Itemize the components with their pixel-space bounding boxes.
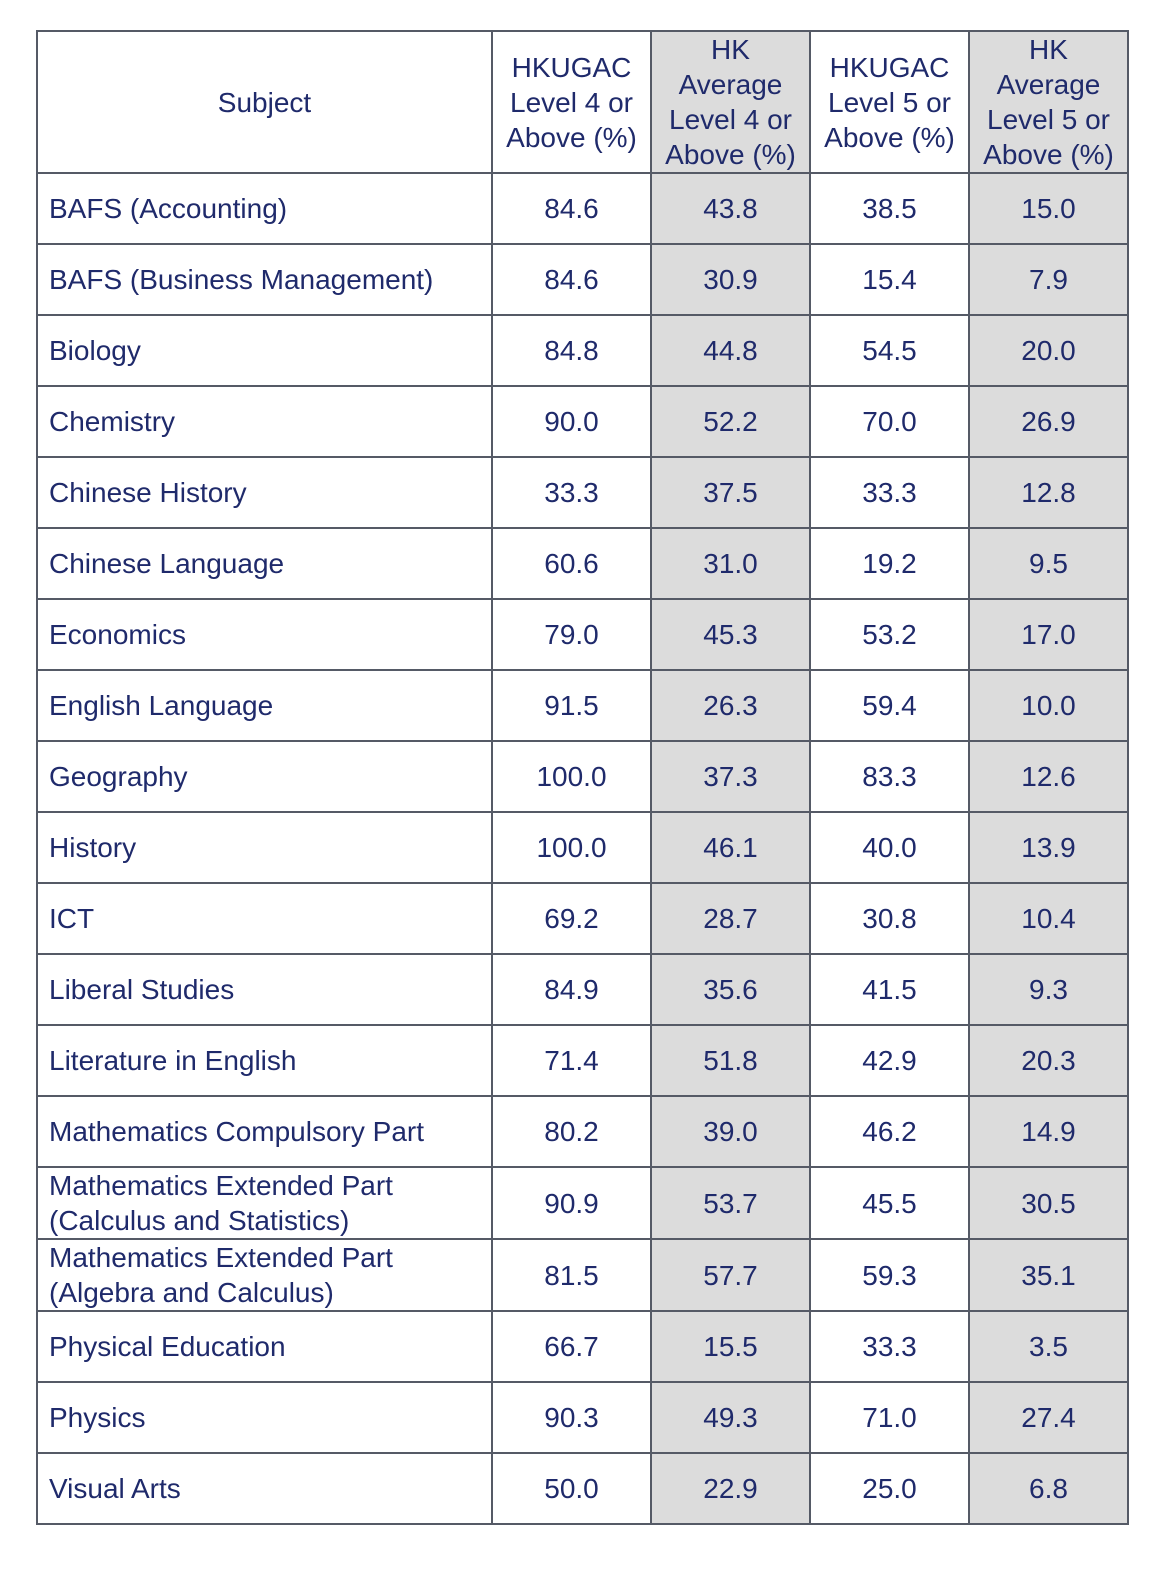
- hk-average-level5-cell: 12.8: [969, 457, 1128, 528]
- hkugac-level5-cell: 25.0: [810, 1453, 969, 1524]
- table-row: [37, 1167, 1128, 1239]
- hk-average-level5-cell: 9.5: [969, 528, 1128, 599]
- hkugac-level4-cell: 60.6: [492, 528, 651, 599]
- hk-average-level5-cell: 7.9: [969, 244, 1128, 315]
- hk-average-level4-cell: 37.3: [651, 741, 810, 812]
- hk-average-level4-cell: 46.1: [651, 812, 810, 883]
- hkugac-level4-cell: 33.3: [492, 457, 651, 528]
- hkugac-level4-cell: 84.6: [492, 173, 651, 244]
- hkugac-level5-cell: 33.3: [810, 1311, 969, 1382]
- table-row: [37, 173, 1128, 244]
- subject-cell: Geography: [37, 741, 492, 812]
- hk-average-level4-cell: 22.9: [651, 1453, 810, 1524]
- table-row: [37, 670, 1128, 741]
- table-row: [37, 1382, 1128, 1453]
- hk-average-level4-cell: 43.8: [651, 173, 810, 244]
- hkugac-level4-cell: 50.0: [492, 1453, 651, 1524]
- subject-cell: Chinese History: [37, 457, 492, 528]
- hk-average-level4-cell: 30.9: [651, 244, 810, 315]
- hk-average-level4-cell: 31.0: [651, 528, 810, 599]
- hkugac-level4-cell: 84.6: [492, 244, 651, 315]
- subject-cell: Visual Arts: [37, 1453, 492, 1524]
- table-row: [37, 954, 1128, 1025]
- hkugac-level5-cell: 71.0: [810, 1382, 969, 1453]
- hk-average-level5-cell: 9.3: [969, 954, 1128, 1025]
- subject-cell: Chinese Language: [37, 528, 492, 599]
- table-row: [37, 599, 1128, 670]
- hk-average-level4-cell: 44.8: [651, 315, 810, 386]
- hkugac-level5-cell: 38.5: [810, 173, 969, 244]
- hkugac-level5-cell: 15.4: [810, 244, 969, 315]
- table-body: [37, 173, 1128, 1524]
- subject-cell: BAFS (Accounting): [37, 173, 492, 244]
- hk-average-level4-cell: 57.7: [651, 1239, 810, 1311]
- hk-average-level4-cell: 45.3: [651, 599, 810, 670]
- hk-average-level4-cell: 26.3: [651, 670, 810, 741]
- table-row: [37, 883, 1128, 954]
- hkugac-level5-cell: 42.9: [810, 1025, 969, 1096]
- header-subject: Subject: [37, 31, 492, 173]
- table-row: [37, 457, 1128, 528]
- hk-average-level5-cell: 14.9: [969, 1096, 1128, 1167]
- hk-average-level4-cell: 51.8: [651, 1025, 810, 1096]
- hkugac-level5-cell: 53.2: [810, 599, 969, 670]
- hkugac-level5-cell: 83.3: [810, 741, 969, 812]
- hkugac-level5-cell: 46.2: [810, 1096, 969, 1167]
- hk-average-level5-cell: 26.9: [969, 386, 1128, 457]
- hkugac-level4-cell: 90.9: [492, 1167, 651, 1239]
- hkugac-level5-cell: 19.2: [810, 528, 969, 599]
- hkugac-level5-cell: 54.5: [810, 315, 969, 386]
- hkugac-level5-cell: 70.0: [810, 386, 969, 457]
- hkugac-level4-cell: 90.3: [492, 1382, 651, 1453]
- hkugac-level4-cell: 81.5: [492, 1239, 651, 1311]
- hk-average-level4-cell: 28.7: [651, 883, 810, 954]
- hk-average-level4-cell: 37.5: [651, 457, 810, 528]
- hkugac-level4-cell: 80.2: [492, 1096, 651, 1167]
- subject-cell: Literature in English: [37, 1025, 492, 1096]
- table-row: [37, 812, 1128, 883]
- table-row: [37, 386, 1128, 457]
- subject-cell: BAFS (Business Management): [37, 244, 492, 315]
- hkugac-level4-cell: 100.0: [492, 812, 651, 883]
- hkugac-level5-cell: 33.3: [810, 457, 969, 528]
- hk-average-level5-cell: 35.1: [969, 1239, 1128, 1311]
- hkugac-level4-cell: 91.5: [492, 670, 651, 741]
- subject-cell: English Language: [37, 670, 492, 741]
- header-hkugac-level4: HKUGAC Level 4 or Above (%): [492, 31, 651, 173]
- hk-average-level5-cell: 10.0: [969, 670, 1128, 741]
- table-row: [37, 1025, 1128, 1096]
- hk-average-level4-cell: 53.7: [651, 1167, 810, 1239]
- hk-average-level5-cell: 10.4: [969, 883, 1128, 954]
- hk-average-level5-cell: 6.8: [969, 1453, 1128, 1524]
- hkugac-level4-cell: 79.0: [492, 599, 651, 670]
- hk-average-level4-cell: 39.0: [651, 1096, 810, 1167]
- table-row: [37, 1453, 1128, 1524]
- hk-average-level4-cell: 35.6: [651, 954, 810, 1025]
- subject-cell: Chemistry: [37, 386, 492, 457]
- hkugac-level4-cell: 69.2: [492, 883, 651, 954]
- hkugac-level5-cell: 41.5: [810, 954, 969, 1025]
- hkugac-level5-cell: 40.0: [810, 812, 969, 883]
- header-hk-average-level5: HK Average Level 5 or Above (%): [969, 31, 1128, 173]
- table-row: [37, 528, 1128, 599]
- header-hk-average-level4: HK Average Level 4 or Above (%): [651, 31, 810, 173]
- subject-cell: History: [37, 812, 492, 883]
- hkugac-level4-cell: 71.4: [492, 1025, 651, 1096]
- table-row: [37, 1239, 1128, 1311]
- table-row: [37, 244, 1128, 315]
- table-row: [37, 315, 1128, 386]
- hkugac-level5-cell: 59.4: [810, 670, 969, 741]
- hk-average-level5-cell: 13.9: [969, 812, 1128, 883]
- hk-average-level4-cell: 52.2: [651, 386, 810, 457]
- hk-average-level5-cell: 12.6: [969, 741, 1128, 812]
- hk-average-level5-cell: 20.3: [969, 1025, 1128, 1096]
- hkugac-level5-cell: 30.8: [810, 883, 969, 954]
- subject-cell: Mathematics Extended Part (Calculus and Statistics): [37, 1167, 492, 1239]
- subject-cell: Physical Education: [37, 1311, 492, 1382]
- table-row: [37, 741, 1128, 812]
- hk-average-level5-cell: 20.0: [969, 315, 1128, 386]
- hkugac-level5-cell: 45.5: [810, 1167, 969, 1239]
- hk-average-level4-cell: 15.5: [651, 1311, 810, 1382]
- hkugac-level4-cell: 100.0: [492, 741, 651, 812]
- hkugac-level4-cell: 84.9: [492, 954, 651, 1025]
- subject-cell: Liberal Studies: [37, 954, 492, 1025]
- table-row: [37, 1096, 1128, 1167]
- subject-cell: Economics: [37, 599, 492, 670]
- subject-cell: Mathematics Extended Part (Algebra and Calculus): [37, 1239, 492, 1311]
- hk-average-level4-cell: 49.3: [651, 1382, 810, 1453]
- header-hkugac-level5: HKUGAC Level 5 or Above (%): [810, 31, 969, 173]
- hkugac-level4-cell: 66.7: [492, 1311, 651, 1382]
- table-row: [37, 1311, 1128, 1382]
- hk-average-level5-cell: 15.0: [969, 173, 1128, 244]
- hk-average-level5-cell: 30.5: [969, 1167, 1128, 1239]
- subject-cell: Physics: [37, 1382, 492, 1453]
- subject-cell: Mathematics Compulsory Part: [37, 1096, 492, 1167]
- hkugac-level4-cell: 84.8: [492, 315, 651, 386]
- hkugac-level5-cell: 59.3: [810, 1239, 969, 1311]
- hk-average-level5-cell: 27.4: [969, 1382, 1128, 1453]
- header-row: [37, 31, 1128, 173]
- hk-average-level5-cell: 3.5: [969, 1311, 1128, 1382]
- hkugac-level4-cell: 90.0: [492, 386, 651, 457]
- hk-average-level5-cell: 17.0: [969, 599, 1128, 670]
- subject-cell: ICT: [37, 883, 492, 954]
- subject-cell: Biology: [37, 315, 492, 386]
- results-table: [36, 30, 1129, 1525]
